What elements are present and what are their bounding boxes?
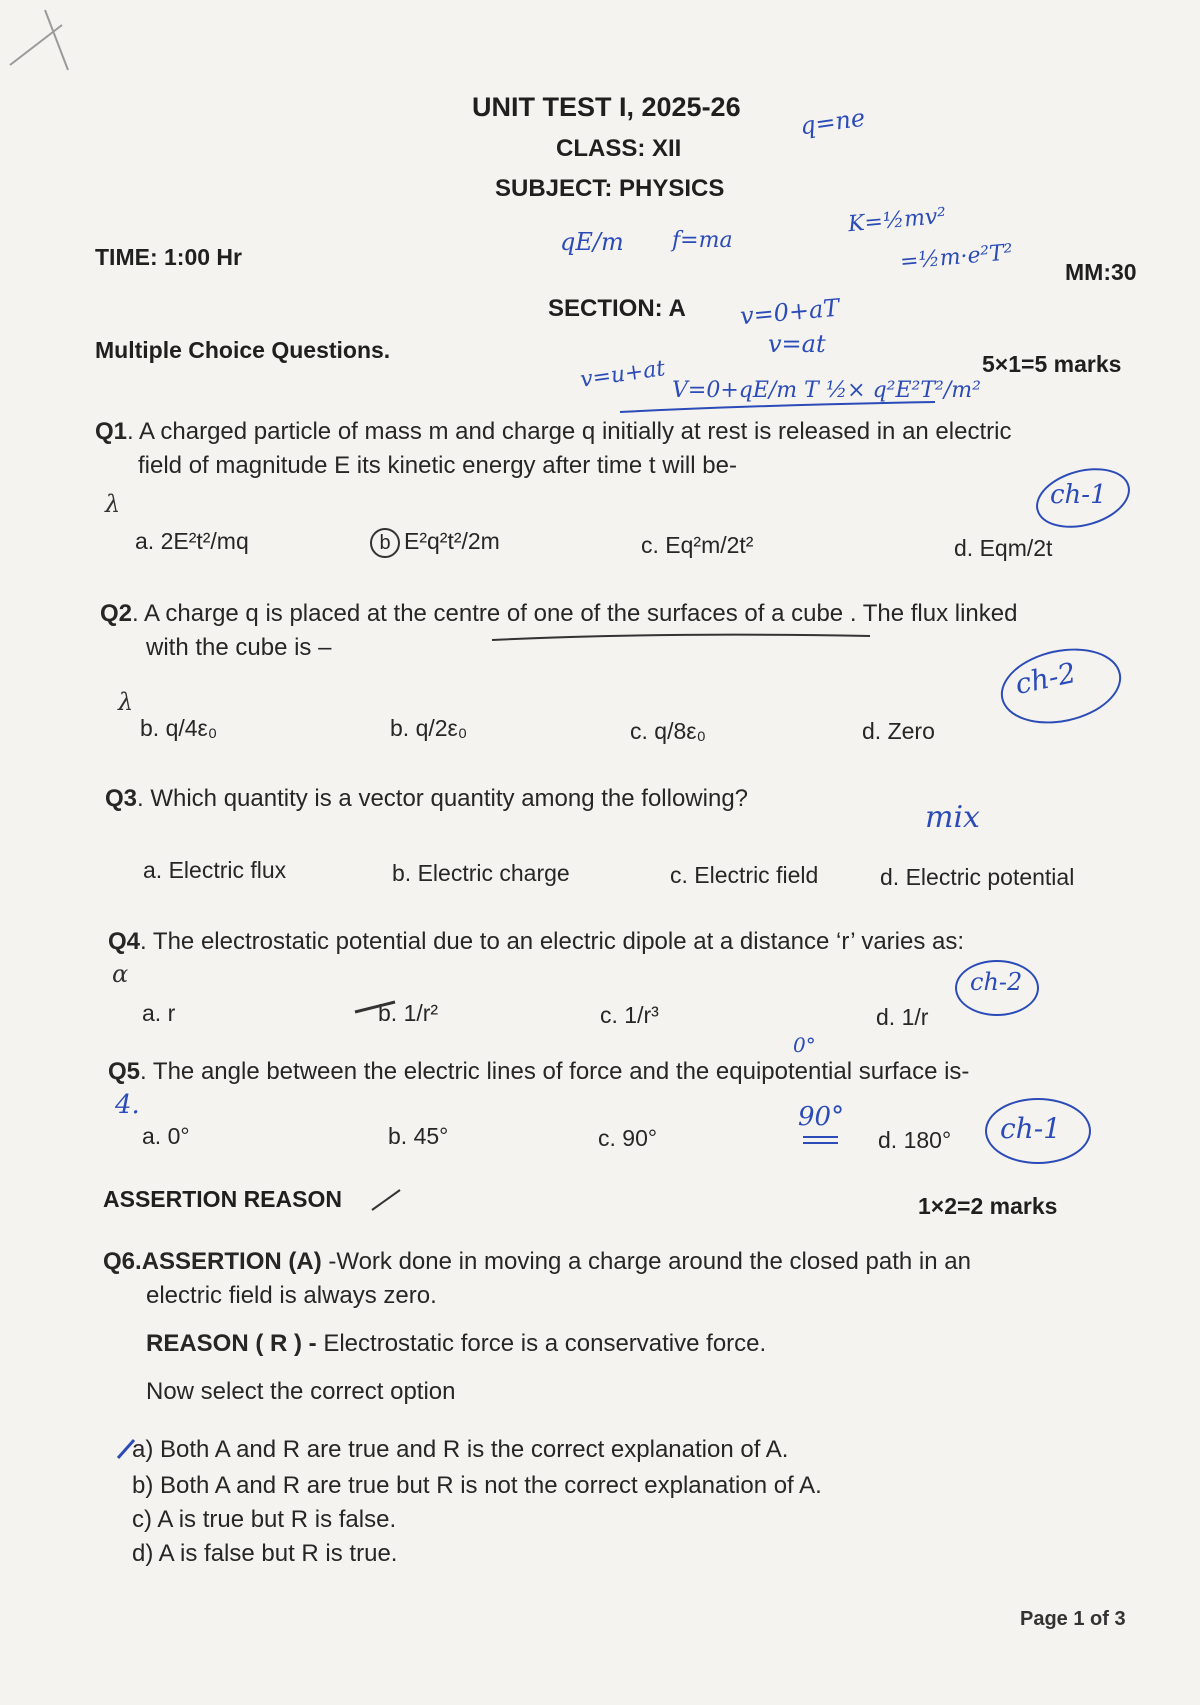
- q1-option-d: d. Eqm/2t: [954, 535, 1053, 561]
- chapter-note: ch-2: [1012, 656, 1079, 701]
- chapter-note: ch-2: [970, 968, 1023, 996]
- q5-option-c: c. 90°: [598, 1125, 658, 1151]
- q2-option-d: d. Zero: [862, 718, 935, 744]
- class-label: CLASS: XII: [556, 135, 682, 162]
- assertion-label: ASSERTION (A): [141, 1248, 322, 1275]
- question-number: Q4: [108, 928, 141, 955]
- q3-option-d: d. Electric potential: [880, 864, 1075, 890]
- question-text: . The angle between the electric lines of force and the equipotential surface is-: [140, 1058, 970, 1085]
- mcq-heading: Multiple Choice Questions.: [95, 337, 391, 363]
- handwritten-mark: λ: [118, 688, 134, 716]
- assertion-reason-marks: 1×2=2 marks: [918, 1193, 1058, 1219]
- handwritten-mark: α: [112, 960, 129, 988]
- handwritten-note: f=ma: [672, 228, 733, 253]
- assertion-reason-heading: ASSERTION REASON: [103, 1186, 342, 1212]
- handwritten-answer: 0°: [793, 1033, 816, 1057]
- chapter-note: ch-1: [1000, 1112, 1061, 1145]
- handwritten-answer: 90°: [798, 1102, 845, 1132]
- handwritten-note: mix: [925, 800, 980, 835]
- handwritten-note: q=ne: [798, 103, 867, 141]
- max-marks: MM:30: [1065, 259, 1137, 285]
- q2-option-a: b. q/4ε₀: [140, 715, 218, 741]
- q5-option-b: b. 45°: [388, 1123, 449, 1149]
- assertion-text: -Work done in moving a charge around the closed path in an: [321, 1248, 971, 1275]
- q5-option-d: d. 180°: [878, 1127, 952, 1153]
- ar-option-a: a) Both A and R are true and R is the correct explanation of A.: [132, 1436, 789, 1463]
- question-text: . A charged particle of mass m and charge q initially at rest is released in an electric: [127, 418, 1012, 445]
- assertion-text-line2: electric field is always zero.: [146, 1282, 437, 1309]
- question-number: Q1: [95, 418, 128, 445]
- question-text: . A charge q is placed at the centre of one of the surfaces of a cube . The flux linked: [132, 600, 1018, 627]
- question-number: Q3: [105, 785, 138, 812]
- question-text: . The electrostatic potential due to an electric dipole at a distance ‘r’ varies as:: [140, 928, 965, 955]
- question-1-line2: field of magnitude E its kinetic energy after time t will be-: [138, 452, 737, 479]
- circled-marker: b: [370, 528, 400, 558]
- q5-option-a: a. 0°: [142, 1123, 190, 1149]
- q2-option-b: b. q/2ε₀: [390, 715, 468, 741]
- q4-option-a: a. r: [142, 1000, 176, 1026]
- section-a-title: SECTION: A: [548, 295, 686, 322]
- q2-option-c: c. q/8ε₀: [630, 718, 707, 744]
- handwritten-note: K=½mv²: [847, 203, 948, 238]
- ar-option-c: c) A is true but R is false.: [132, 1506, 397, 1533]
- ar-option-d: d) A is false but R is true.: [132, 1540, 398, 1567]
- select-instruction: Now select the correct option: [146, 1378, 456, 1405]
- q3-option-c: c. Electric field: [670, 862, 819, 888]
- page-number: Page 1 of 3: [1020, 1608, 1126, 1630]
- time-label: TIME: 1:00 Hr: [95, 244, 242, 270]
- q4-option-b: b. 1/r²: [378, 1000, 439, 1026]
- reason-label: REASON ( R ) -: [146, 1330, 317, 1357]
- q3-option-b: b. Electric charge: [392, 860, 570, 886]
- reason-text: Electrostatic force is a conservative force.: [316, 1330, 767, 1357]
- q3-option-a: a. Electric flux: [143, 857, 287, 883]
- q1-option-c: c. Eq²m/2t²: [641, 532, 754, 558]
- question-number: Q6.: [103, 1248, 142, 1275]
- handwritten-mark: λ: [105, 490, 121, 518]
- question-number: Q5: [108, 1058, 141, 1085]
- question-number: Q2: [100, 600, 133, 627]
- chapter-note: ch-1: [1050, 480, 1107, 510]
- question-text: . Which quantity is a vector quantity among the following?: [137, 785, 749, 812]
- ar-option-b: b) Both A and R are true but R is not the correct explanation of A.: [132, 1472, 822, 1499]
- subject-label: SUBJECT: PHYSICS: [495, 175, 725, 202]
- handwritten-note: V=0+qE/m T ½× q²E²T²/m²: [672, 378, 981, 403]
- handwritten-note: qE/m: [560, 228, 624, 256]
- handwritten-note: =½m·e²T²: [899, 240, 1014, 275]
- handwritten-note: v=0+aT: [738, 293, 841, 331]
- handwritten-mark: 4.: [115, 1090, 140, 1120]
- q4-option-d: d. 1/r: [876, 1004, 929, 1030]
- handwritten-note: v=u+at: [578, 356, 667, 393]
- handwritten-note: v=at: [768, 330, 826, 358]
- mcq-marks: 5×1=5 marks: [982, 351, 1122, 377]
- q1-option-a: a. 2E²t²/mq: [135, 528, 249, 554]
- q1-option-b: b E²q²t²/2m: [370, 528, 500, 558]
- question-2-line2: with the cube is –: [146, 634, 332, 661]
- exam-title: UNIT TEST I, 2025-26: [472, 92, 741, 122]
- q4-option-c: c. 1/r³: [600, 1002, 659, 1028]
